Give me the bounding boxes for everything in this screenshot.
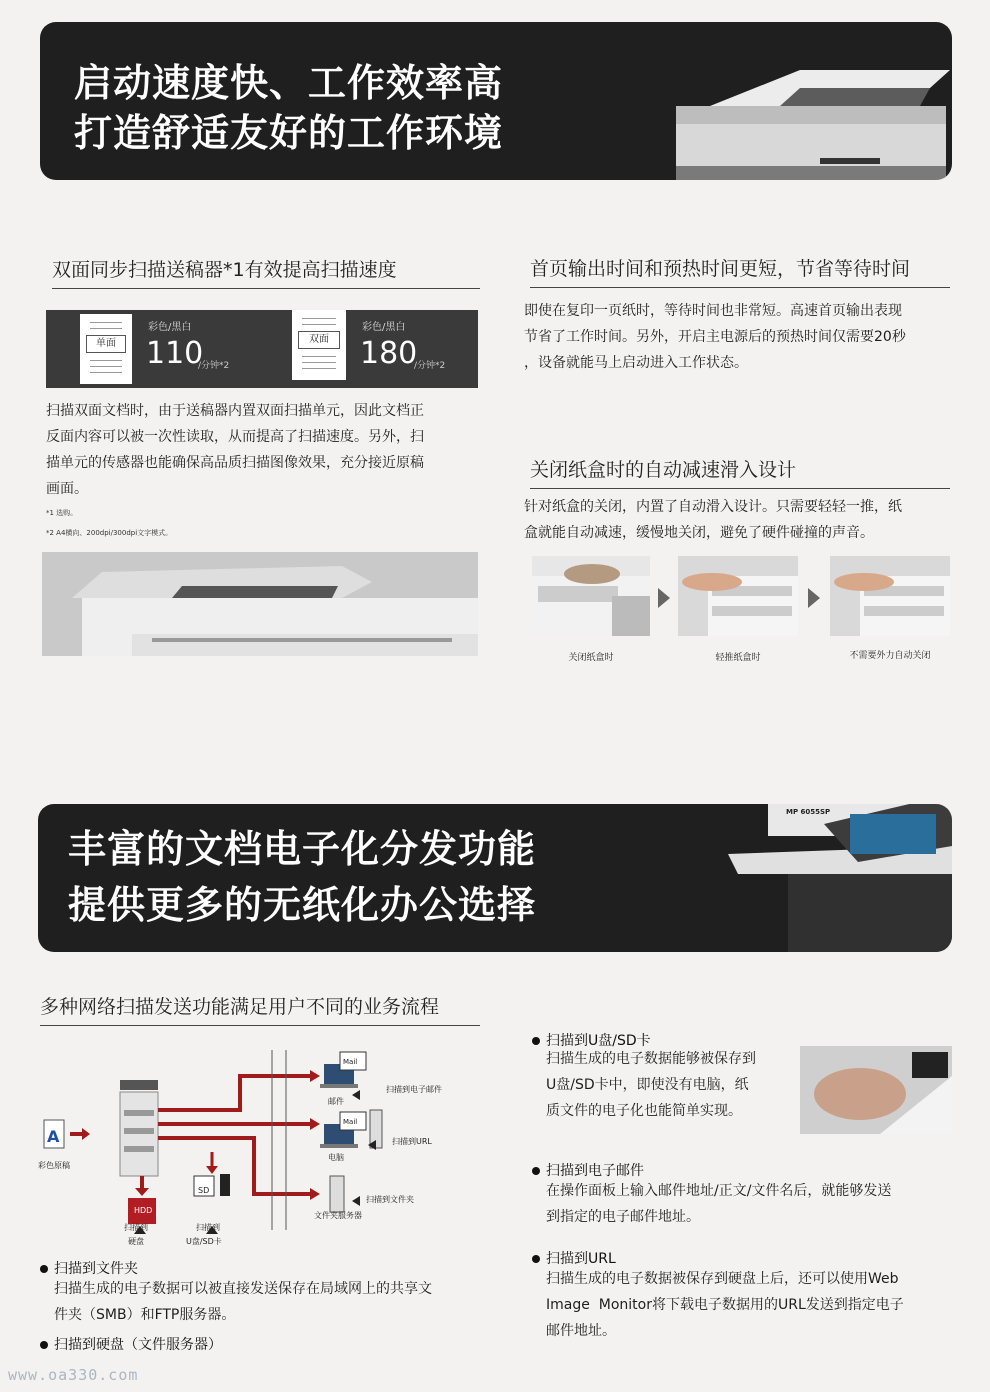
- tray-photo-auto: [830, 556, 950, 636]
- tray-photo-push: [678, 556, 798, 636]
- tray-heading: 关闭纸盒时的自动减速滑入设计: [530, 455, 950, 489]
- usb-description: [546, 1046, 796, 1124]
- banner-middle-line2: 提供更多的无纸化办公选择: [68, 883, 537, 927]
- banner-top: [40, 22, 952, 180]
- scan-line: 描单元的传感器也能确保高品质扫描图像效果，充分接近原稿: [46, 455, 424, 471]
- speed1-label: 彩色/黑白: [148, 322, 192, 333]
- duplex-tag: 双面: [298, 331, 340, 349]
- email-line: 到指定的电子邮件地址。: [546, 1209, 700, 1225]
- bullet-title: 扫描到URL: [546, 1251, 616, 1267]
- model-label: MP 6055SP: [786, 808, 831, 816]
- scanner-photo: [42, 552, 478, 656]
- bullet-scan-folder: [40, 1258, 138, 1278]
- label-original: 彩色原稿: [38, 1161, 70, 1170]
- email-description: [546, 1178, 966, 1230]
- network-diagram: [30, 1040, 490, 1260]
- banner-top-line1: 启动速度快、工作效率高: [74, 61, 504, 105]
- scan-line: 画面。: [46, 481, 88, 497]
- footnote-1: *1 选购。: [46, 509, 78, 517]
- bullet-scan-email: [532, 1160, 644, 1180]
- banner-middle-line1: 丰富的文档电子化分发功能: [68, 827, 537, 871]
- firstpage-line: ，设备就能马上启动进入工作状态。: [524, 355, 748, 371]
- tray-photo-closing: [532, 556, 650, 636]
- banner-middle: [38, 804, 952, 952]
- bullet-title: 扫描到文件夹: [54, 1261, 138, 1277]
- scan-line: 扫描双面文档时，由于送稿器内置双面扫描单元，因此文档正: [46, 403, 424, 419]
- folder-line: 件夹（SMB）和FTP服务器。: [54, 1307, 236, 1323]
- footnote-2: *2 A4横向、200dpi/300dpi文字模式。: [46, 529, 173, 537]
- email-line: 在操作面板上输入邮件地址/正文/文件名后，就能够发送: [546, 1183, 892, 1199]
- bullet-title: 扫描到电子邮件: [546, 1163, 644, 1179]
- firstpage-heading: 首页输出时间和预热时间更短，节省等待时间: [530, 254, 950, 288]
- mail-icon: Mail: [343, 1058, 358, 1066]
- label-scan-usb-2: U盘/SD卡: [186, 1237, 222, 1246]
- speed2-label: 彩色/黑白: [362, 322, 406, 333]
- copier-panel-image: [728, 804, 952, 952]
- label-scan-hdd-1: 扫描到: [124, 1223, 148, 1232]
- label-scan-url: 扫描到URL: [392, 1137, 432, 1146]
- firstpage-line: 节省了工作时间。另外，开启主电源后的预热时间仅需要20秒: [524, 329, 906, 345]
- copier-image: [670, 66, 952, 180]
- usb-line: 扫描生成的电子数据能够被保存到: [546, 1051, 756, 1067]
- bullet-scan-url: [532, 1248, 616, 1268]
- speed2-unit: /分钟*2: [414, 361, 446, 371]
- bullet-scan-hdd: [40, 1334, 222, 1354]
- tray-caption: 轻推纸盒时: [715, 653, 761, 663]
- label-pc: 电脑: [328, 1153, 344, 1162]
- tray-line: 盒就能自动减速，缓慢地关闭，避免了硬件碰撞的声音。: [524, 525, 874, 541]
- usb-line: U盘/SD卡中，即使没有电脑，纸: [546, 1077, 749, 1093]
- bullet-title: 扫描到U盘/SD卡: [546, 1033, 651, 1049]
- duplex-paper-icon: [292, 310, 346, 380]
- scan-line: 反面内容可以被一次性读取，从而提高了扫描速度。另外，扫: [46, 429, 424, 445]
- speed1-unit: /分钟*2: [198, 361, 230, 371]
- url-line: 扫描生成的电子数据被保存到硬盘上后，还可以使用Web: [546, 1271, 899, 1287]
- single-sided-paper-icon: [80, 314, 132, 384]
- tray-description: [524, 494, 954, 546]
- banner-top-line2: 打造舒适友好的工作环境: [74, 111, 504, 155]
- tray-caption: 关闭纸盒时: [568, 653, 614, 663]
- firstpage-description: [524, 298, 954, 376]
- hdd-label: HDD: [134, 1206, 153, 1215]
- svg-text:A: A: [47, 1127, 60, 1146]
- scan-description: [46, 398, 478, 502]
- usb-photo: [800, 1046, 952, 1134]
- label-folder-server: 文件夹服务器: [314, 1211, 362, 1220]
- scan-speed-panel: [46, 310, 478, 388]
- scan-heading: 双面同步扫描送稿器*1有效提高扫描速度: [52, 255, 480, 289]
- firstpage-line: 即使在复印一页纸时，等待时间也非常短。高速首页输出表现: [524, 303, 902, 319]
- url-description: [546, 1266, 966, 1344]
- watermark-text: www.oa330.com: [8, 1366, 139, 1384]
- label-mail-device: 邮件: [328, 1097, 344, 1106]
- network-heading: 多种网络扫描发送功能满足用户不同的业务流程: [40, 992, 480, 1026]
- folder-line: 扫描生成的电子数据可以被直接发送保存在局域网上的共享文: [54, 1281, 432, 1297]
- folder-description: [54, 1276, 494, 1328]
- sd-label: SD: [198, 1186, 210, 1195]
- single-sided-tag: 单面: [86, 335, 126, 353]
- arrow-icon: [658, 588, 670, 608]
- bullet-title: 扫描到硬盘（文件服务器）: [54, 1337, 222, 1353]
- url-line: 邮件地址。: [546, 1323, 616, 1339]
- label-scan-email: 扫描到电子邮件: [386, 1085, 442, 1094]
- mail-icon: Mail: [343, 1118, 358, 1126]
- tray-line: 针对纸盒的关闭，内置了自动滑入设计。只需要轻轻一推，纸: [524, 499, 902, 515]
- usb-line: 质文件的电子化也能简单实现。: [546, 1103, 742, 1119]
- speed2-value: 180: [360, 336, 418, 371]
- label-scan-usb-1: 扫描到: [196, 1223, 220, 1232]
- arrow-icon: [808, 588, 820, 608]
- tray-caption: 不需要外力自动关闭: [849, 651, 931, 661]
- speed1-value: 110: [146, 336, 204, 371]
- url-line: Image Monitor将下载电子数据用的URL发送到指定电子: [546, 1297, 904, 1313]
- label-scan-folder: 扫描到文件夹: [366, 1195, 414, 1204]
- label-scan-hdd-2: 硬盘: [128, 1237, 144, 1246]
